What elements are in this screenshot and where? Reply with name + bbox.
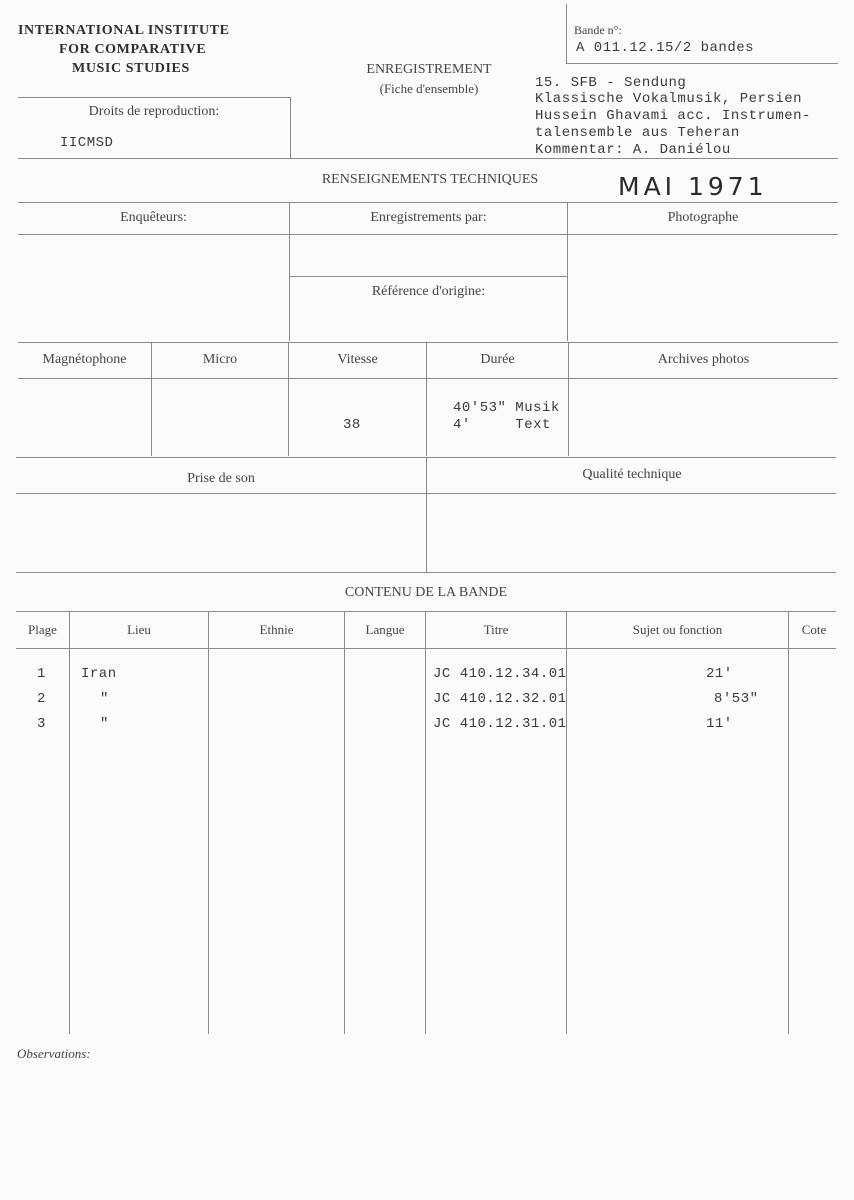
- row-sujet: 11': [706, 716, 733, 732]
- col-header-plage: Plage: [28, 622, 57, 637]
- bande-number: A 011.12.15/2 bandes: [576, 40, 755, 56]
- contenu-col-divider: [425, 612, 426, 1034]
- bande-label: Bande n°:: [574, 23, 622, 37]
- description-line: Kommentar: A. Daniélou: [535, 142, 731, 158]
- description-line: 15. SFB - Sendung: [535, 75, 687, 91]
- droits-value: IICMSD: [60, 135, 114, 151]
- duree-value-line1: 40'53" Musik: [453, 400, 560, 416]
- row-lieu: ": [100, 716, 109, 732]
- description-line: talensemble aus Teheran: [535, 125, 740, 141]
- tech-top-rule: [18, 158, 838, 159]
- droits-label: Droits de reproduction:: [88, 104, 220, 119]
- contenu-col-divider: [788, 612, 789, 1034]
- row-plage: 2: [37, 691, 46, 707]
- contenu-col-divider: [208, 612, 209, 1034]
- reference-rule: [290, 276, 567, 277]
- row-plage: 1: [37, 666, 46, 682]
- row-sujet: 21': [706, 666, 733, 682]
- row-titre: JC 410.12.32.01: [433, 691, 567, 707]
- form-subtitle: (Fiche d'ensemble): [379, 81, 479, 96]
- row-plage: 3: [37, 716, 46, 732]
- vitesse-label: Vitesse: [337, 352, 378, 367]
- col-header-ethnie: Ethnie: [259, 622, 294, 637]
- institute-name-line1: INTERNATIONAL INSTITUTE: [18, 23, 230, 38]
- equipment-top-rule: [18, 342, 838, 343]
- col-header-langue: Langue: [365, 622, 405, 637]
- col-header-cote: Cote: [801, 622, 827, 637]
- row-titre: JC 410.12.31.01: [433, 716, 567, 732]
- photographe-label: Photographe: [667, 210, 739, 225]
- enregistrements-label: Enregistrements par:: [370, 210, 487, 225]
- tech-section-title: RENSEIGNEMENTS TECHNIQUES: [321, 172, 539, 187]
- bande-box-left-border: [566, 4, 567, 64]
- magnetophone-label: Magnétophone: [42, 352, 127, 367]
- row-sujet: 8'53": [714, 691, 759, 707]
- contenu-header-top-rule: [16, 611, 836, 612]
- bande-box-bottom-border: [566, 63, 838, 64]
- contenu-title: CONTENU DE LA BANDE: [344, 585, 508, 600]
- qualite-technique-label: Qualité technique: [582, 467, 682, 482]
- row-lieu: Iran: [81, 666, 117, 682]
- duree-value-line2: 4' Text: [453, 417, 551, 433]
- col-header-titre: Titre: [483, 622, 509, 637]
- col-header-sujet: Sujet ou fonction: [632, 622, 723, 637]
- prise-de-son-label: Prise de son: [187, 471, 255, 486]
- description-line: Hussein Ghavami acc. Instrumen-: [535, 108, 811, 124]
- description-line: Klassische Vokalmusik, Persien: [535, 91, 803, 107]
- droits-box-right-border: [290, 97, 291, 158]
- row-titre: JC 410.12.34.01: [433, 666, 567, 682]
- equipment-header-rule: [18, 378, 838, 379]
- form-title: ENREGISTREMENT: [366, 62, 492, 77]
- droits-box-top-border: [18, 97, 290, 98]
- reference-label: Référence d'origine:: [371, 284, 486, 299]
- contenu-col-divider: [69, 612, 70, 1034]
- observations-label: Observations:: [17, 1046, 91, 1061]
- institute-name-line3: MUSIC STUDIES: [72, 61, 190, 76]
- micro-label: Micro: [202, 352, 238, 367]
- row-lieu: ": [100, 691, 109, 707]
- enqueteurs-label: Enquêteurs:: [120, 210, 187, 225]
- duree-label: Durée: [480, 352, 515, 367]
- prise-bottom-rule: [16, 572, 836, 573]
- archives-photos-label: Archives photos: [657, 352, 750, 367]
- institute-name-line2: FOR COMPARATIVE: [59, 42, 207, 57]
- tech-header-rule: [18, 202, 838, 203]
- tech-header-bottom-rule: [18, 234, 838, 235]
- col-header-lieu: Lieu: [127, 622, 151, 637]
- contenu-col-divider: [344, 612, 345, 1034]
- contenu-header-bottom-rule: [16, 648, 836, 649]
- vitesse-value: 38: [343, 417, 361, 433]
- handwritten-date: MAI 1971: [618, 172, 768, 201]
